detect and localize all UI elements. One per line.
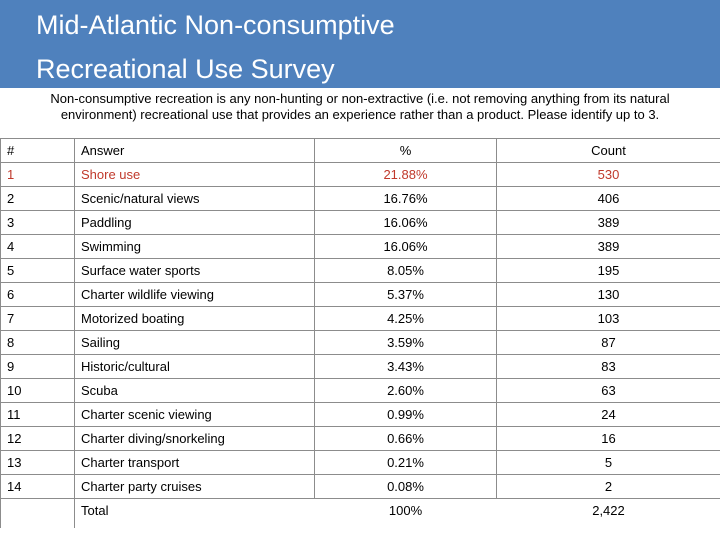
row-answer: Historic/cultural [75, 355, 315, 379]
row-count: 103 [497, 307, 720, 331]
row-num: 1 [1, 163, 75, 187]
row-percent: 8.05% [315, 259, 497, 283]
table-row [1, 379, 720, 403]
row-num: 10 [1, 379, 75, 403]
title-bar [0, 0, 720, 88]
row-answer: Motorized boating [75, 307, 315, 331]
table-row [1, 259, 720, 283]
row-answer: Scenic/natural views [75, 187, 315, 211]
row-percent: 16.06% [315, 235, 497, 259]
row-num: 7 [1, 307, 75, 331]
row-percent: 0.21% [315, 451, 497, 475]
header-percent: % [315, 139, 497, 163]
header-answer: Answer [75, 139, 315, 163]
row-percent: 0.08% [315, 475, 497, 499]
row-percent: 16.76% [315, 187, 497, 211]
row-percent: 16.06% [315, 211, 497, 235]
row-num: 2 [1, 187, 75, 211]
table-row [1, 163, 720, 187]
row-num: 3 [1, 211, 75, 235]
row-num: 11 [1, 403, 75, 427]
table-row [1, 235, 720, 259]
table-row [1, 307, 720, 331]
row-num: 6 [1, 283, 75, 307]
row-answer: Charter party cruises [75, 475, 315, 499]
table-row [1, 283, 720, 307]
row-answer: Shore use [75, 163, 315, 187]
row-count: 195 [497, 259, 720, 283]
row-count: 24 [497, 403, 720, 427]
row-percent: 0.66% [315, 427, 497, 451]
survey-description-line-2: environment) recreational use that provides an experience rather than a product. Please identify up to 3. [60, 107, 660, 122]
table-row [1, 427, 720, 451]
row-num: 13 [1, 451, 75, 475]
row-answer: Charter scenic viewing [75, 403, 315, 427]
row-percent: 3.43% [315, 355, 497, 379]
row-answer: Scuba [75, 379, 315, 403]
row-count: 5 [497, 451, 720, 475]
row-answer: Charter diving/snorkeling [75, 427, 315, 451]
row-answer: Sailing [75, 331, 315, 355]
survey-description-line-1: Non-consumptive recreation is any non-hunting or non-extractive (i.e. not removing anything from its natural [50, 91, 670, 106]
row-percent: 2.60% [315, 379, 497, 403]
row-count: 389 [497, 235, 720, 259]
survey-description [14, 91, 706, 123]
table-row [1, 187, 720, 211]
row-answer: Swimming [75, 235, 315, 259]
row-count: 83 [497, 355, 720, 379]
row-count: 2 [497, 475, 720, 499]
row-count: 87 [497, 331, 720, 355]
row-count: 389 [497, 211, 720, 235]
row-percent: 4.25% [315, 307, 497, 331]
row-count: 63 [497, 379, 720, 403]
table-row [1, 211, 720, 235]
total-count: 2,422 [592, 503, 625, 518]
row-percent: 0.99% [315, 403, 497, 427]
row-percent: 21.88% [315, 163, 497, 187]
row-num: 8 [1, 331, 75, 355]
row-count: 130 [497, 283, 720, 307]
row-count: 530 [497, 163, 720, 187]
header-num: # [1, 139, 75, 163]
table-row [1, 475, 720, 499]
table-row [1, 451, 720, 475]
table-header-row [1, 139, 720, 163]
row-percent: 3.59% [315, 331, 497, 355]
row-count: 16 [497, 427, 720, 451]
total-label: Total [81, 503, 109, 518]
row-percent: 5.37% [315, 283, 497, 307]
header-count: Count [497, 139, 720, 163]
page-title-line-1: Mid-Atlantic Non-consumptive [36, 10, 395, 40]
row-num: 9 [1, 355, 75, 379]
row-num: 4 [1, 235, 75, 259]
table-total-row [1, 499, 720, 529]
row-num: 12 [1, 427, 75, 451]
row-answer: Surface water sports [75, 259, 315, 283]
page-title-line-2: Recreational Use Survey [36, 54, 335, 84]
row-num: 14 [1, 475, 75, 499]
row-answer: Charter transport [75, 451, 315, 475]
total-num [1, 499, 75, 529]
row-num: 5 [1, 259, 75, 283]
table-row [1, 403, 720, 427]
row-answer: Paddling [75, 211, 315, 235]
table-row [1, 355, 720, 379]
table-row [1, 331, 720, 355]
total-percent: 100% [388, 503, 423, 518]
row-answer: Charter wildlife viewing [75, 283, 315, 307]
row-count: 406 [497, 187, 720, 211]
results-table [0, 138, 720, 528]
